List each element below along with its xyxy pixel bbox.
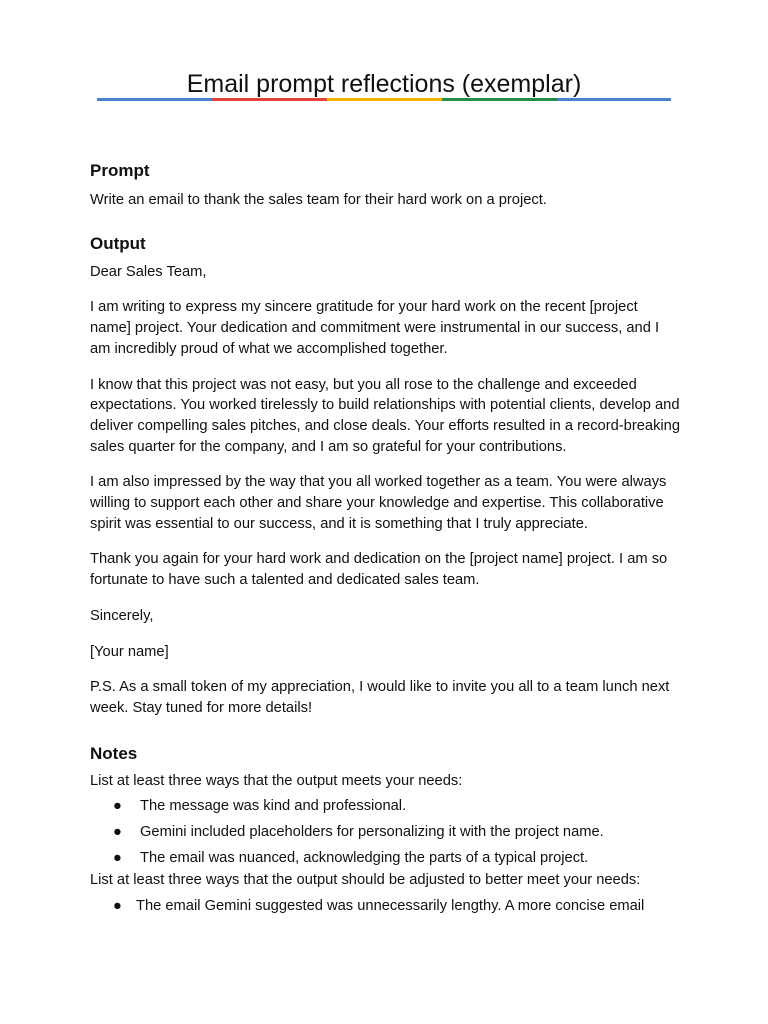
prompt-heading: Prompt (90, 161, 150, 180)
email-paragraph: I am writing to express my sincere gratitude for your hard work on the recent [project name] project. Your dedication and commitment were instrumental in our success, and I am incredibly proud of what we accomplished together. (90, 299, 660, 357)
list-item-text: The email was nuanced, acknowledging the parts of a typical project. (140, 849, 589, 866)
email-postscript: P.S. As a small token of my appreciation, I would like to invite you all to a team lunch next week. Stay tuned for more details! (90, 679, 670, 716)
document-title: Email prompt reflections (exemplar) (186, 70, 582, 98)
notes-meets-lead: List at least three ways that the output meets your needs: (90, 772, 463, 789)
notes-adjust-list (90, 896, 680, 917)
bullet-icon: ● (113, 849, 122, 866)
email-signoff: Sincerely, (90, 607, 154, 624)
rule-segment-green (442, 98, 557, 101)
list-item (90, 822, 680, 843)
email-signature: [Your name] (90, 643, 169, 660)
rule-segment-red (212, 98, 327, 101)
email-greeting: Dear Sales Team, (90, 263, 207, 280)
email-paragraph: I am also impressed by the way that you all worked together as a team. You were always willing to support each other and share your knowledge and expertise. This collaborative spirit was essential to our success, and it is something that I truly appreciate. (90, 474, 667, 532)
list-item (90, 796, 680, 817)
list-item-text: The message was kind and professional. (140, 798, 407, 815)
list-item-text: Gemini included placeholders for personalizing it with the project name. (140, 824, 604, 841)
prompt-text: Write an email to thank the sales team for their hard work on a project. (90, 192, 547, 208)
notes-adjust-lead: List at least three ways that the output should be adjusted to better meet your needs: (90, 872, 641, 889)
bullet-icon: ● (113, 898, 122, 915)
email-paragraph: I know that this project was not easy, but you all rose to the challenge and exceeded expectations. You worked tirelessly to build relationships with potential clients, develop and deliver compelling sales pitches, and close deals. Your efforts resulted in a record-breaking sales quarter for the company, and I am so grateful for your contributions. (90, 376, 681, 455)
email-paragraph: Thank you again for your hard work and dedication on the [project name] project. I am so fortunate to have such a talented and dedicated sales team. (90, 551, 668, 589)
list-item-text: The email Gemini suggested was unnecessarily lengthy. A more concise email (136, 898, 645, 915)
list-item (90, 848, 680, 869)
notes-heading: Notes (90, 743, 138, 763)
list-item (90, 896, 680, 917)
notes-meets-list (90, 796, 680, 868)
rule-segment-yellow (327, 98, 442, 101)
rule-segment-blue-end (557, 98, 671, 101)
bullet-icon: ● (113, 798, 122, 815)
title-underline-rule (97, 98, 671, 101)
output-heading: Output (90, 233, 146, 253)
rule-segment-blue (97, 98, 212, 101)
bullet-icon: ● (113, 824, 122, 841)
document-body (90, 158, 680, 922)
